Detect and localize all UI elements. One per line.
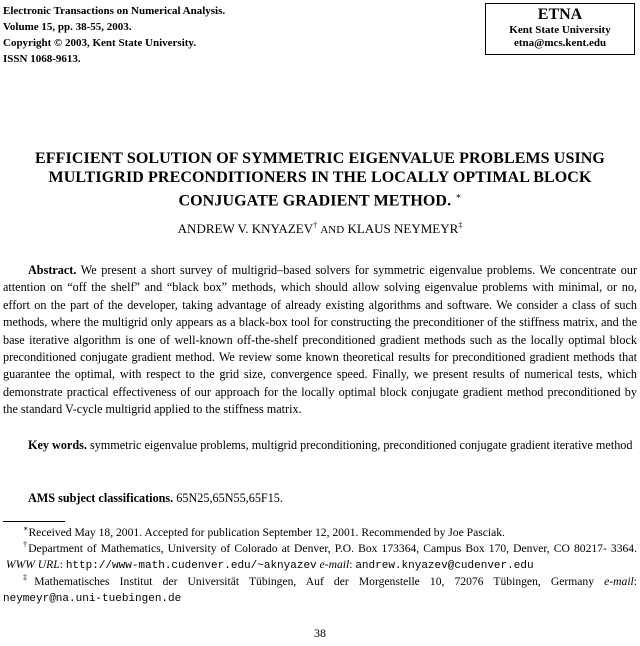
keywords-text: symmetric eigenvalue problems, multigrid preconditioning, preconditioned conjugate gradient iterative method <box>89 438 633 452</box>
knyazev-email-link[interactable]: andrew.knyazev@cudenver.edu <box>355 560 534 572</box>
footnote-received-text: Received May 18, 2001. Accepted for publication September 12, 2001. Recommended by Joe Pasciak. <box>28 526 505 539</box>
paper-title <box>0 149 640 210</box>
ams-text: 65N25,65N55,65F15. <box>176 491 283 505</box>
footnote-knyazev: †Department of Mathematics, University of Colorado at Denver, P.O. Box 173364, Campus Box 170, Denver, CO 80217- 3364. WWW URL: http://www-math.cudenver.edu/~aknyazev e-mail: andrew.knyazev@cudenver.edu <box>5 540 637 572</box>
footnote-neymeyr: ‡Mathematisches Institut der Universität Tübingen, Auf der Morgenstelle 10, 72076 Tübingen, Germany e-mail: neymeyr@na.uni-tuebingen.de <box>3 573 638 605</box>
abstract-text: We present a short survey of multigrid–based solvers for symmetric eigenvalue problems. We concentrate our attention on “off the shelf” and “black box” methods, which should allow solving eigenvalue problems with minimal, or no, effort on the part of the developer, taking advantage of already existing algorithms and software. We consider a class of such methods, where the multigrid only appears as a black-box tool for constructing the preconditioner of the stiffness matrix, and the base iterative algorithm is one of well-known off-the-shelf preconditioned gradient methods such as the locally optimal block preconditioned conjugate gradient method. We review some known theoretical results for preconditioned gradient methods that guarantee the optimal, with respect to the grid size, convergence speed. Finally, we present results of numerical tests, which demonstrate practical effectiveness of our approach for the locally optimal block conjugate gradient method preconditioned by the standard V-cycle multigrid applied to the stiffness matrix. <box>3 263 638 417</box>
footnote-neymeyr-mark: ‡ <box>23 573 35 583</box>
author-neymeyr: KLAUS NEYMEYR <box>347 221 459 236</box>
keywords <box>3 437 637 454</box>
footnote-rule <box>3 521 65 522</box>
keywords-label: Key words. <box>28 438 87 452</box>
journal-name: Electronic Transactions on Numerical Analysis. <box>3 5 226 17</box>
footnote-knyazev-mark: † <box>23 540 29 550</box>
footnotes <box>3 525 637 607</box>
etna-box <box>485 3 635 55</box>
page-number: 38 <box>314 626 326 640</box>
abstract-label: Abstract. <box>28 263 77 277</box>
ams-label: AMS subject classifications. <box>28 491 174 505</box>
journal-copyright: Copyright © 2003, Kent State University. <box>3 37 197 49</box>
author-neymeyr-mark[interactable]: ‡ <box>458 220 463 230</box>
title-footnote-mark[interactable]: ∗ <box>455 191 462 201</box>
knyazev-url-link[interactable]: http://www-math.cudenver.edu/~aknyazev <box>65 560 317 572</box>
knyazev-email-label: e-mail <box>319 558 350 571</box>
authors <box>0 221 640 238</box>
journal-issn: ISSN 1068-9613. <box>3 53 81 65</box>
author-conjunction: AND <box>320 224 345 236</box>
ams-classifications <box>3 490 637 507</box>
etna-university: Kent State University <box>509 24 611 36</box>
journal-volume: Volume 15, pp. 38-55, 2003. <box>3 21 132 33</box>
title-text: EFFICIENT SOLUTION OF SYMMETRIC EIGENVALUE PROBLEMS USING MULTIGRID PRECONDITIONERS IN THE LOCALLY OPTIMAL BLOCK CONJUGATE GRADIENT METHOD. <box>35 150 605 210</box>
footnote-received <box>3 525 637 541</box>
journal-header <box>3 3 225 67</box>
footnote-knyazev-text: Department of Mathematics, University of Colorado at Denver, P.O. Box 173364, Campus Box 170, Denver, CO 80217- 3364. <box>28 542 637 555</box>
neymeyr-email-label: e-mail <box>604 575 634 588</box>
footnote-received-mark: ∗ <box>23 524 29 534</box>
footnote-neymeyr-text: Mathematisches Institut der Universität Tübingen, Auf der Morgenstelle 10, 72076 Tübingen, Germany <box>34 575 595 588</box>
abstract <box>3 262 637 419</box>
etna-name: ETNA <box>537 6 583 23</box>
neymeyr-email-link[interactable]: neymeyr@na.uni-tuebingen.de <box>3 593 182 605</box>
author-knyazev-mark[interactable]: † <box>313 220 318 230</box>
etna-email[interactable]: etna@mcs.kent.edu <box>513 37 607 49</box>
author-knyazev: ANDREW V. KNYAZEV <box>177 221 314 236</box>
www-url-label: WWW URL <box>5 558 60 571</box>
